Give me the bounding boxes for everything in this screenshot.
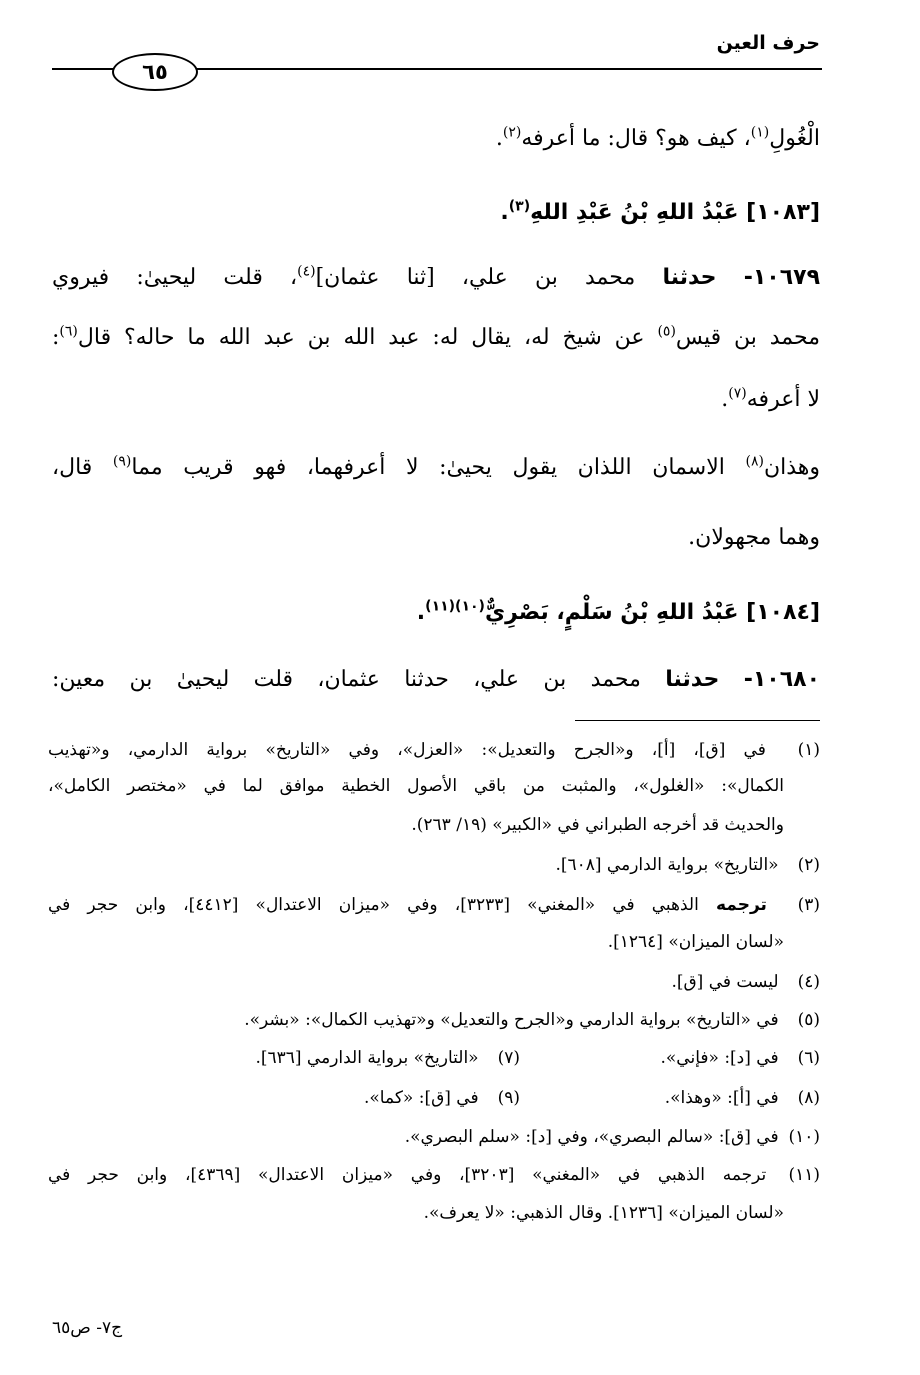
- footnote-11-line-2: [424, 1203, 784, 1223]
- text: محمد بن قيس: [675, 325, 820, 350]
- entry-heading-1084: [417, 600, 820, 626]
- heading-text: [١٠٨٣] عَبْدُ اللهِ بْنُ عَبْدِ اللهِ: [530, 200, 820, 225]
- text-line-commentary-2: [688, 525, 820, 551]
- haddathana: حدثنا: [662, 265, 717, 290]
- text-line-commentary-1: [52, 455, 820, 481]
- footnote-text: ليست في [ق].: [671, 972, 779, 992]
- text: :: [52, 325, 60, 350]
- text: قال،: [52, 455, 93, 480]
- footnote-text: في [ق]، [أ]، و«الجرح والتعديل»: «العزل»، وفي «التاريخ» برواية الدارمي، و«تهذيب: [48, 740, 766, 760]
- text: الاسمان اللذان يقول يحيىٰ: لا أعرفهما، فهو قريب مما: [131, 455, 725, 480]
- footnote-number: (٢): [797, 855, 820, 875]
- footnote-ref-6: (٦): [59, 323, 78, 340]
- footnote-separator: [575, 720, 820, 721]
- footnote-ref-3: (٣): [508, 198, 531, 215]
- text: ، قلت ليحيىٰ: فيروي: [52, 265, 298, 290]
- text: .: [500, 200, 509, 225]
- footnote-4: [671, 972, 820, 992]
- footnote-9: [364, 1088, 520, 1108]
- text: وهما مجهولان.: [688, 525, 820, 550]
- text-line-10679-2: [52, 325, 820, 351]
- footnote-text: في [ق]: «كما».: [364, 1088, 479, 1108]
- footnote-text: «لسان الميزان» [١٢٣٦]. وقال الذهبي: «لا يعرف».: [423, 1203, 784, 1223]
- volume-page-reference: ج٧- ص٦٥: [52, 1318, 123, 1338]
- footnote-number: (٨): [797, 1088, 820, 1108]
- text: محمد بن علي، حدثنا عثمان، قلت ليحيىٰ بن معين:: [52, 667, 641, 692]
- footnote-text: ترجمه الذهبي في «المغني» [٣٢٠٣]، وفي «ميزان الاعتدال» [٤٣٦٩]، وابن حجر في: [48, 1165, 767, 1185]
- footnote-3-line-1: [48, 895, 820, 915]
- footnote-ref-1: (١): [750, 124, 770, 141]
- footnote-ref-9: (٩): [112, 453, 132, 470]
- footnote-text: «لسان الميزان» [١٢٦٤].: [607, 932, 784, 952]
- text: .: [495, 126, 503, 151]
- text-line-10680: [52, 667, 820, 693]
- running-head: حرف العين: [716, 32, 820, 54]
- text: .: [721, 387, 729, 412]
- footnote-number: (٧): [497, 1048, 520, 1068]
- footnote-text: في [د]: «فإني».: [660, 1048, 779, 1068]
- footnote-number: (١١): [788, 1165, 821, 1185]
- text: الْغُولِ: [769, 126, 820, 151]
- footnote-number: (٦): [797, 1048, 820, 1068]
- footnote-ref-5: (٥): [657, 323, 676, 340]
- page-number: ٦٥: [142, 60, 168, 84]
- footnote-number: (١٠): [788, 1127, 820, 1147]
- hadith-number: ١٠٦٨٠-: [743, 667, 821, 692]
- entry-heading-1083: [500, 200, 820, 226]
- footnote-1-line-2: [48, 776, 784, 796]
- footnote-6: [661, 1048, 821, 1068]
- footnote-5: [244, 1010, 820, 1030]
- footnote-10: [405, 1127, 820, 1147]
- text: لا أعرفه: [746, 387, 820, 412]
- footnote-number: (٤): [797, 972, 820, 992]
- footnote-text: في [أ]: «وهذا».: [664, 1088, 779, 1108]
- footnote-text: والحديث قد أخرجه الطبراني في «الكبير» (١٩/ ٢٦٣).: [411, 815, 784, 835]
- footnote-number: (٥): [797, 1010, 820, 1030]
- footnote-3-line-2: [608, 932, 784, 952]
- footnote-8: [665, 1088, 820, 1108]
- footnote-text: «التاريخ» برواية الدارمي [٦٠٨].: [555, 855, 779, 875]
- haddathana: حدثنا: [665, 667, 720, 692]
- heading-text: [١٠٨٤] عَبْدُ اللهِ بْنُ سَلْمٍ، بَصْرِيٌّ: [484, 600, 820, 625]
- footnote-ref-10-11: (١٠)(١١): [425, 598, 485, 615]
- footnote-ref-7: (٧): [728, 385, 747, 402]
- footnote-ref-8: (٨): [745, 453, 764, 470]
- text: عن شيخ له، يقال له: عبد الله بن عبد الله ما حاله؟ قال: [77, 325, 645, 350]
- text: ، كيف هو؟ قال: ما أعرفه: [521, 126, 751, 151]
- text-line-10679-3: [721, 387, 820, 413]
- footnote-text: في [ق]: «سالم البصري»، وفي [د]: «سلم البصري».: [404, 1127, 779, 1147]
- footnote-number: (٩): [497, 1088, 520, 1108]
- footnote-11-line-1: [48, 1165, 820, 1185]
- hadith-number: ١٠٦٧٩-: [743, 265, 820, 290]
- footnote-1-line-3: [411, 815, 784, 835]
- text-line-10679-1: [52, 265, 820, 291]
- footnote-text: في «التاريخ» برواية الدارمي و«الجرح والتعديل» و«تهذيب الكمال»: «بشر».: [244, 1010, 779, 1030]
- footnote-text: «التاريخ» برواية الدارمي [٦٣٦].: [255, 1048, 479, 1068]
- text: .: [416, 600, 426, 625]
- page-number-oval: [112, 53, 198, 91]
- footnote-ref-4: (٤): [297, 263, 316, 280]
- footnote-text: ترجمه: [715, 895, 767, 915]
- footnote-ref-2: (٢): [502, 124, 522, 141]
- footnote-2: [555, 855, 820, 875]
- footnote-text: الذهبي في «المغني» [٣٢٣٣]، وفي «ميزان الاعتدال» [٤٤١٢]، وابن حجر في: [48, 895, 699, 915]
- footnote-text: الكمال»: «الغلول»، والمثبت من باقي الأصول الخطية موافق لما في «مختصر الكامل»،: [48, 776, 784, 796]
- text-line-1: [496, 126, 820, 152]
- footnote-number: (١): [797, 740, 820, 760]
- footnote-1-line-1: [48, 740, 820, 760]
- text: محمد بن علي، [ثنا عثمان]: [315, 265, 636, 290]
- text: وهذان: [763, 455, 820, 480]
- footnote-7: [255, 1048, 520, 1068]
- footnote-number: (٣): [797, 895, 821, 915]
